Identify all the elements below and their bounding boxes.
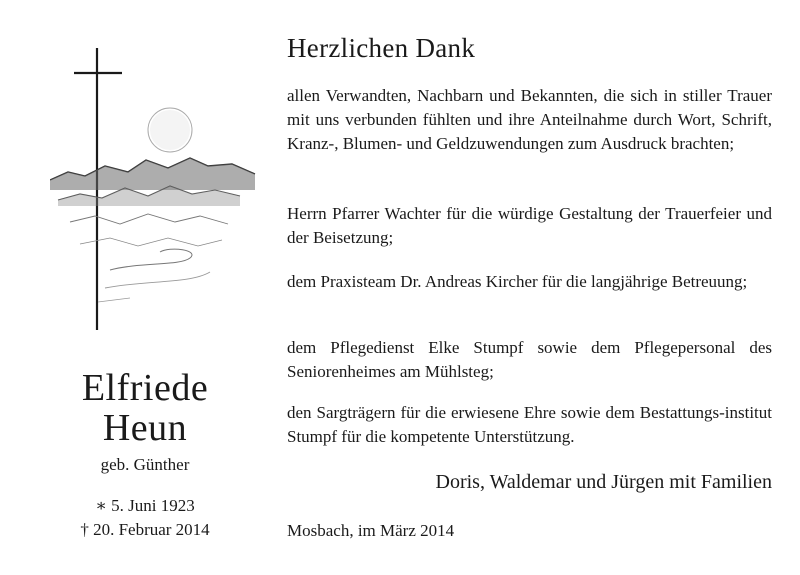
thanks-paragraph: dem Praxisteam Dr. Andreas Kircher für die langjährige Betreuung;: [287, 272, 748, 291]
family-signature: Doris, Waldemar und Jürgen mit Familien: [435, 471, 772, 493]
thanks-paragraph: Herrn Pfarrer Wachter für die würdige Gestaltung der Trauerfeier und der Beisetzung;: [287, 204, 772, 247]
deceased-last-name: Heun: [102, 407, 188, 449]
deceased-column: [30, 0, 260, 575]
notice-title: Herzlichen Dank: [287, 33, 476, 63]
maiden-name: geb. Günther: [100, 455, 190, 474]
deceased-first-name: Elfriede: [81, 367, 209, 409]
cross-and-landscape-icon: [50, 40, 260, 330]
life-dates: [30, 494, 260, 542]
thanks-column: [287, 0, 772, 575]
death-date: † 20. Februar 2014: [80, 520, 210, 539]
place-and-date: Mosbach, im März 2014: [287, 521, 455, 540]
thanks-paragraph: den Sargträgern für die erwiesene Ehre sowie dem Bestattungs-institut Stumpf für die kompetente Unterstützung.: [287, 403, 772, 446]
birth-date: ∗ 5. Juni 1923: [95, 496, 195, 515]
thanks-paragraph: dem Pflegedienst Elke Stumpf sowie dem Pflegepersonal des Seniorenheimes am Mühlsteg;: [287, 338, 772, 381]
thanks-paragraph: allen Verwandten, Nachbarn und Bekannten, die sich in stiller Trauer mit uns verbunden fühlten und ihre Anteilnahme durch Wort, Schrift, Kranz-, Blumen- und Geldzuwendungen zum Ausdruck brachten;: [287, 86, 772, 153]
